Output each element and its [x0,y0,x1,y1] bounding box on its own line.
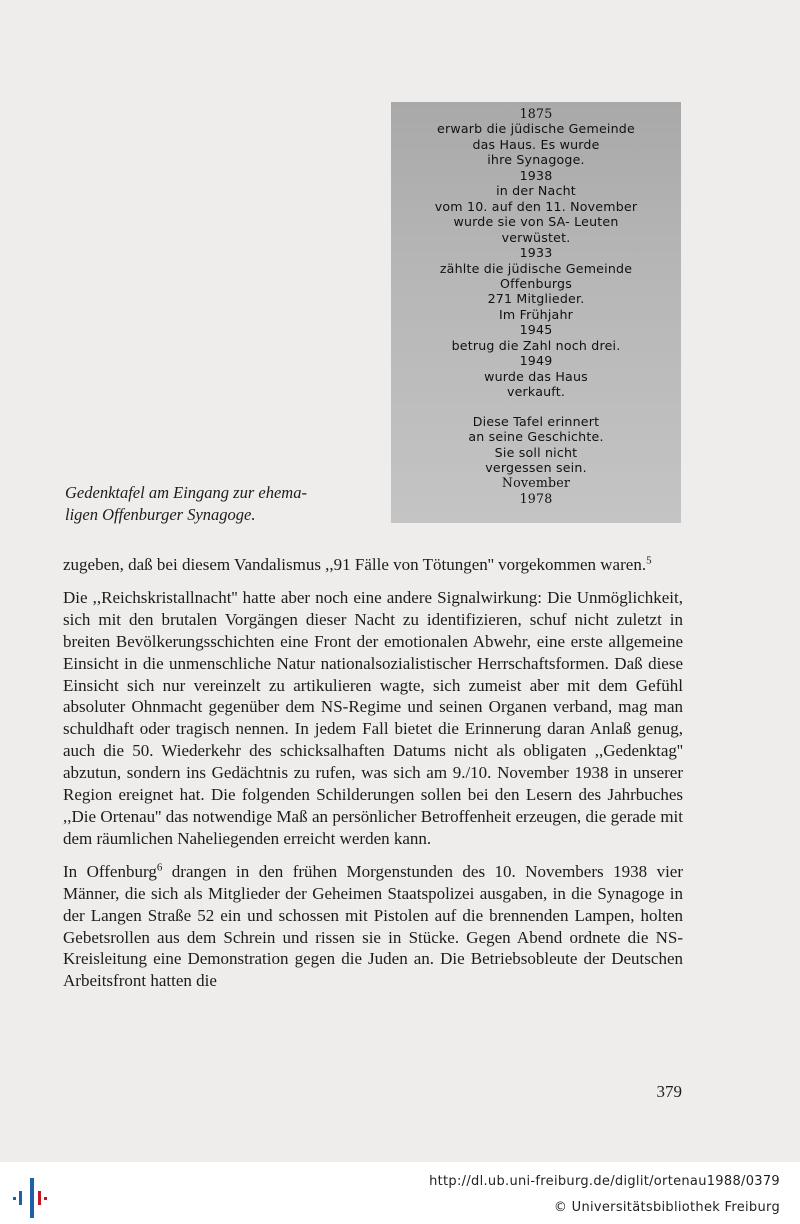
permalink-url[interactable]: http://dl.ub.uni-freiburg.de/diglit/ortenau1988/0379 [429,1174,780,1189]
paragraph-text: drangen in den frühen Morgenstunden des 10. Novembers 1938 vier Männer, die sich als Mitglieder der Geheimen Staatspolizei ausgaben, in die Synagoge in der Langen Straße 52 ein und schossen mit Pistolen auf die brennenden Lampen, holten Gebetsrollen aus dem Schrein und rissen sie in Stücke. Gegen Abend ordnete die NS-Kreisleitung eine Demonstration gegen die Juden an. Die Betriebsobleute der Deutschen Arbeitsfront hatten die [63,861,683,991]
paragraph-lead: In Offenburg [63,861,157,881]
plaque-line: wurde sie von SA- Leuten [453,214,619,230]
plaque-line: zählte die jüdische Gemeinde [439,260,633,276]
caption-line: Gedenktafel am Eingang zur ehema- [65,483,307,502]
plaque-line: 1949 [519,353,553,369]
plaque-line: vom 10. auf den 11. November [434,198,638,214]
paragraph: Die ,,Reichskristallnacht'' hatte aber noch eine andere Signalwirkung: Die Unmöglichkeit, sich mit den brutalen Vorgängen dieser Nacht zu identifizieren, schuf nicht zuletzt in breiten Bevölkerungsschichten eine Front der emotionalen Abwehr, eine erste allgemeine Einsicht in die unmenschliche Natur nationalsozialistischer Herrschaftsformen. Daß diese Einsicht sich nur vereinzelt zu artikulieren wagte, sich zumeist aber mit dem Gefühl absoluter Ohnmacht gegenüber dem NS-Regime und seinen Organen verband, mag man schuldhaft oder tragisch nennen. In jedem Fall bietet die Erinnerung daran Anlaß genug, auch die 50. Wiederkehr des schicksalhaften Datums nicht als obligaten ,,Gedenktag'' abzutun, sondern ins Gedächtnis zu rufen, was sich am 9./10. November 1938 in unserer Region ereignet hat. Die folgenden Schilderungen sollen bei den Lesern des Jahrbuches ,,Die Ortenau'' das notwendige Maß an persönlicher Betroffenheit erzeugen, die gerade mit dem räumlichen Naheliegenden erreicht werden kann. [63,587,683,848]
paragraph [63,861,683,992]
plaque-line: 1875 [519,106,553,121]
plaque-line: an seine Geschichte. [468,429,604,445]
memorial-plaque-photo [391,102,681,523]
plaque-line: 1933 [519,245,553,261]
plaque-line: Im Frühjahr [498,306,574,322]
caption-line: ligen Offenburger Synagoge. [65,505,256,524]
plaque-line: verkauft. [506,384,566,400]
plaque-line: 1978 [519,490,553,506]
paragraph [63,554,683,576]
body-text [63,554,683,992]
ub-freiburg-logo-icon [12,1176,52,1216]
plaque-line: Diese Tafel erinnert [472,413,600,429]
viewer-footer [0,1162,800,1224]
plaque-line: 271 Mitglieder. [487,291,585,307]
plaque-line: Offenburgs [500,275,572,291]
plaque-line: November [501,475,571,491]
plaque-line: ihre Synagoge. [487,152,585,168]
copyright-notice: © Universitätsbibliothek Freiburg [553,1200,780,1215]
plaque-line: verwüstet. [501,229,571,245]
plaque-line: vergessen sein. [485,459,587,475]
plaque-line: das Haus. Es wurde [472,136,600,152]
plaque-line: 1938 [519,167,553,183]
footnote-ref: 5 [646,554,652,567]
plaque-line: wurde das Haus [484,368,588,384]
page-number: 379 [656,1082,682,1101]
paragraph-text: zugeben, daß bei diesem Vandalismus ,,91 Fälle von Tötungen'' vorgekommen waren. [63,555,647,574]
plaque-line: betrug die Zahl noch drei. [451,337,621,353]
plaque-line: in der Nacht [496,183,576,199]
figure-caption [65,482,365,526]
plaque-line: 1945 [519,322,553,338]
plaque-line: erwarb die jüdische Gemeinde [437,121,635,137]
footnote-ref: 6 [156,861,163,874]
plaque-line: Sie soll nicht [494,444,578,460]
